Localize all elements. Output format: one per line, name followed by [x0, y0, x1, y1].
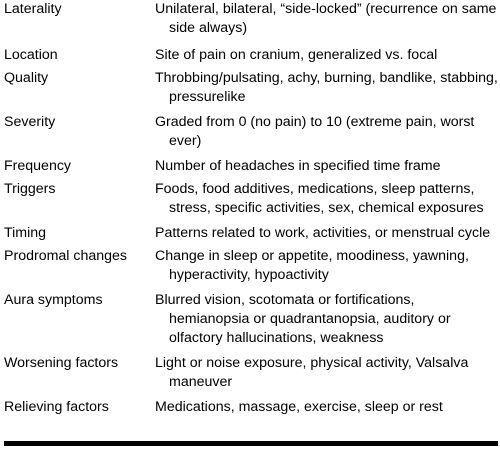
table-row-timing	[4, 224, 498, 243]
table-row-location	[4, 46, 498, 65]
row-term: Relieving factors	[4, 399, 109, 415]
row-description: Site of pain on cranium, generalized vs. focal	[155, 47, 438, 63]
row-term: Laterality	[4, 1, 62, 17]
row-description: Patterns related to work, activities, or menstrual cycle	[155, 225, 491, 241]
row-term: Frequency	[4, 158, 72, 174]
row-description: Number of headaches in specified time frame	[155, 158, 441, 174]
row-description: Light or noise exposure, physical activity, Valsalva maneuver	[155, 355, 469, 390]
table-row-laterality	[4, 0, 498, 38]
row-term: Location	[4, 47, 58, 63]
headache-characteristics-table	[4, 0, 498, 417]
row-term: Worsening factors	[4, 355, 119, 371]
table-bottom-rule	[4, 441, 498, 446]
row-description: Change in sleep or appetite, moodiness, yawning, hyperactivity, hypoactivity	[155, 248, 469, 283]
row-description: Graded from 0 (no pain) to 10 (extreme pain, worst ever)	[155, 114, 475, 149]
table-row-severity	[4, 113, 498, 151]
row-term: Prodromal changes	[4, 248, 128, 264]
table-row-prodromal-changes	[4, 247, 498, 285]
row-description: Throbbing/pulsating, achy, burning, bandlike, stabbing, pressurelike	[155, 70, 498, 105]
table-row-worsening-factors	[4, 354, 498, 392]
table-row-frequency	[4, 157, 498, 176]
row-description: Medications, massage, exercise, sleep or rest	[155, 399, 443, 415]
table-row-relieving-factors	[4, 398, 498, 417]
row-term: Triggers	[4, 181, 56, 197]
table-row-aura-symptoms	[4, 291, 498, 348]
row-term: Quality	[4, 70, 49, 86]
row-description: Foods, food additives, medications, sleep patterns, stress, specific activities, sex, chemical exposures	[155, 181, 484, 216]
row-term: Severity	[4, 114, 56, 130]
row-term: Aura symptoms	[4, 292, 103, 308]
table-row-triggers	[4, 180, 498, 218]
row-term: Timing	[4, 225, 47, 241]
row-description: Blurred vision, scotomata or fortifications, hemianopsia or quadrantanopsia, auditory or olfactory hallucinations, weakness	[155, 292, 451, 346]
table-row-quality	[4, 69, 498, 107]
row-description: Unilateral, bilateral, “side-locked” (recurrence on same side always)	[155, 1, 497, 36]
